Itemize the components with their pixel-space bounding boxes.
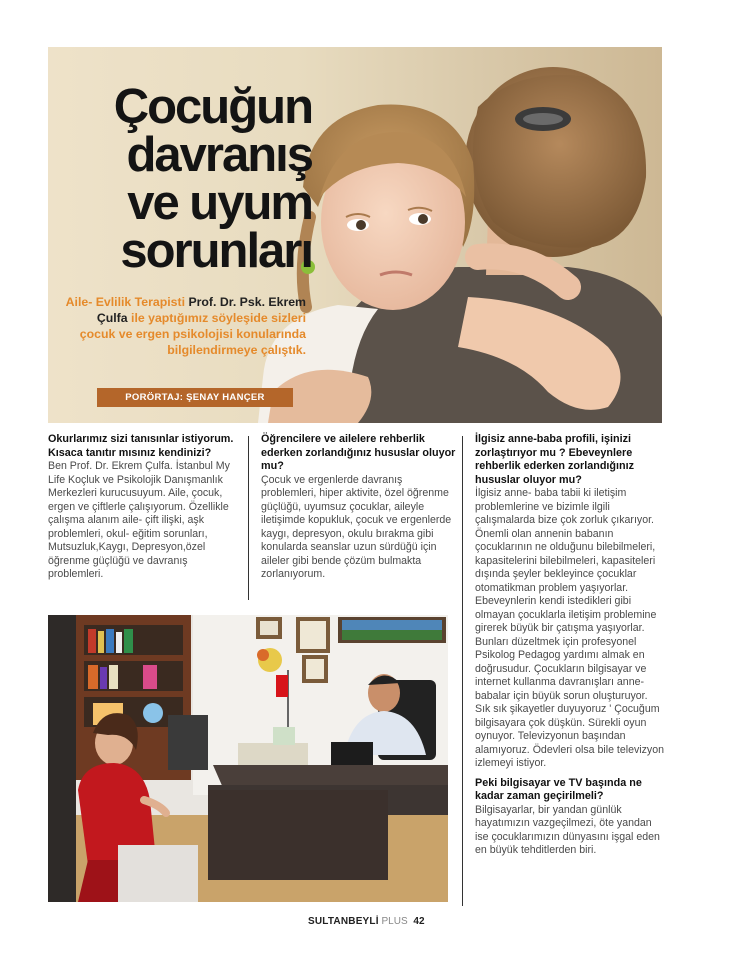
column-2 — [261, 433, 457, 582]
column-divider — [248, 436, 249, 600]
page-footer — [308, 916, 425, 928]
page-number: 42 — [413, 916, 425, 927]
interview-photo-illustration — [48, 615, 448, 902]
title-line: sorunları — [120, 224, 312, 278]
article-title — [62, 80, 312, 278]
answer-text: Bilgisayarlar, bir yandan günlük hayatımızın vazgeçilmezi, öte yandan ise çocuklarımızın dünyasını işgal eden en büyük tehditlerden biri. — [475, 803, 660, 856]
question-heading: Okurlarımız sizi tanısınlar istiyorum. Kısaca tanıtır mısınız kendinizi? — [48, 433, 234, 459]
article-intro — [62, 294, 306, 358]
magazine-brand: SULTANBEYLİ — [308, 916, 379, 927]
answer-text: Ben Prof. Dr. Ekrem Çulfa. İstanbul My Life Koçluk ve Psikolojik Danışmanlık Merkezleri kurucusuyum. Aile, çocuk, ergen ve çiftlerle çalışıyorum. Özellikle çalışma alanım aile- çift ilişki, aşk problemleri, okul- eğitim sorunları, Mutsuzluk,Kaygı, Depresyon,özel öğrenme güçlüğü ve davranış problemleri. — [48, 460, 230, 580]
question-heading: Peki bilgisayar ve TV başında ne kadar zaman geçirilmeli? — [475, 776, 642, 802]
title-line: ve uyum — [127, 176, 312, 230]
answer-text: Çocuk ve ergenlerde davranış problemleri, hiper aktivite, özel öğrenme güçlüğü, uyumsuz çocuklar, aileyle iletişimde kopukluk, çocuk ve ergenlerde kaygı, depresyon, okulu bırakma gibi konularda seanslar uzun sürdüğü için aileler gibi bende çözüm bulmakta zorlanıyorum. — [261, 473, 452, 580]
hero-banner — [48, 47, 662, 423]
interview-photo — [48, 615, 448, 902]
question-heading: İlgisiz anne-baba profili, işinizi zorlaştırıyor mu ? Ebeveynlere rehberlik ederken zorlandığınız hususlar oluyor mu? — [475, 433, 634, 486]
answer-text: İlgisiz anne- baba tabii ki iletişim problemlerine ve bizimle ilgili çalışmalarda bize çok zorluk çıkarıyor. Önemli olan annenin babanın çocuklarının ne olduğunu bilebilmeleri, kapasitelerini bilebilmeleri, kapasiteleri dışında şeyler bekleyince çocuklar otomatikman problem yaşıyorlar. Ebeveynlerin kendi istedikleri gibi olmayan çocuklarla iletişim problemine girerek büyük bir çatışma yaşıyorlar. Bunları düzeltmek için profesyonel Psikolog Pedagog yardımı almak en doğrusudur. Çocukların bilgisayar ve internet kullanma davranışları anne-babalar için büyük sorun oluşturuyor. Sık sık şikayetler duyuyoruz ' Çocuğum bilgisayara çok düşkün. Sürekli oyun oynuyor. Televizyonun başından alamıyoruz. Ödevleri olsa bile televizyon izlemeyi istiyor. — [475, 487, 665, 769]
title-line: Çocuğun — [113, 80, 312, 134]
intro-text: ile yaptığımız söyleşide sizleri çocuk ve ergen psikolojisi konularında bilgilendirmeye çalıştık. — [79, 311, 306, 357]
intro-text: Aile- Evlilik Terapisti — [65, 295, 189, 309]
magazine-brand-suffix: PLUS — [381, 916, 408, 927]
question-heading: Öğrencilere ve ailelere rehberlik ederken zorlandığınız hususlar oluyor mu? — [261, 433, 456, 472]
column-3 — [475, 433, 665, 858]
column-1 — [48, 433, 244, 582]
column-divider — [462, 436, 463, 906]
byline-badge: PORÖRTAJ: ŞENAY HANÇER — [97, 388, 293, 407]
title-line: davranış — [126, 128, 312, 182]
intro-author-name: Prof. Dr. Psk. Ekrem Çulfa — [96, 295, 306, 325]
